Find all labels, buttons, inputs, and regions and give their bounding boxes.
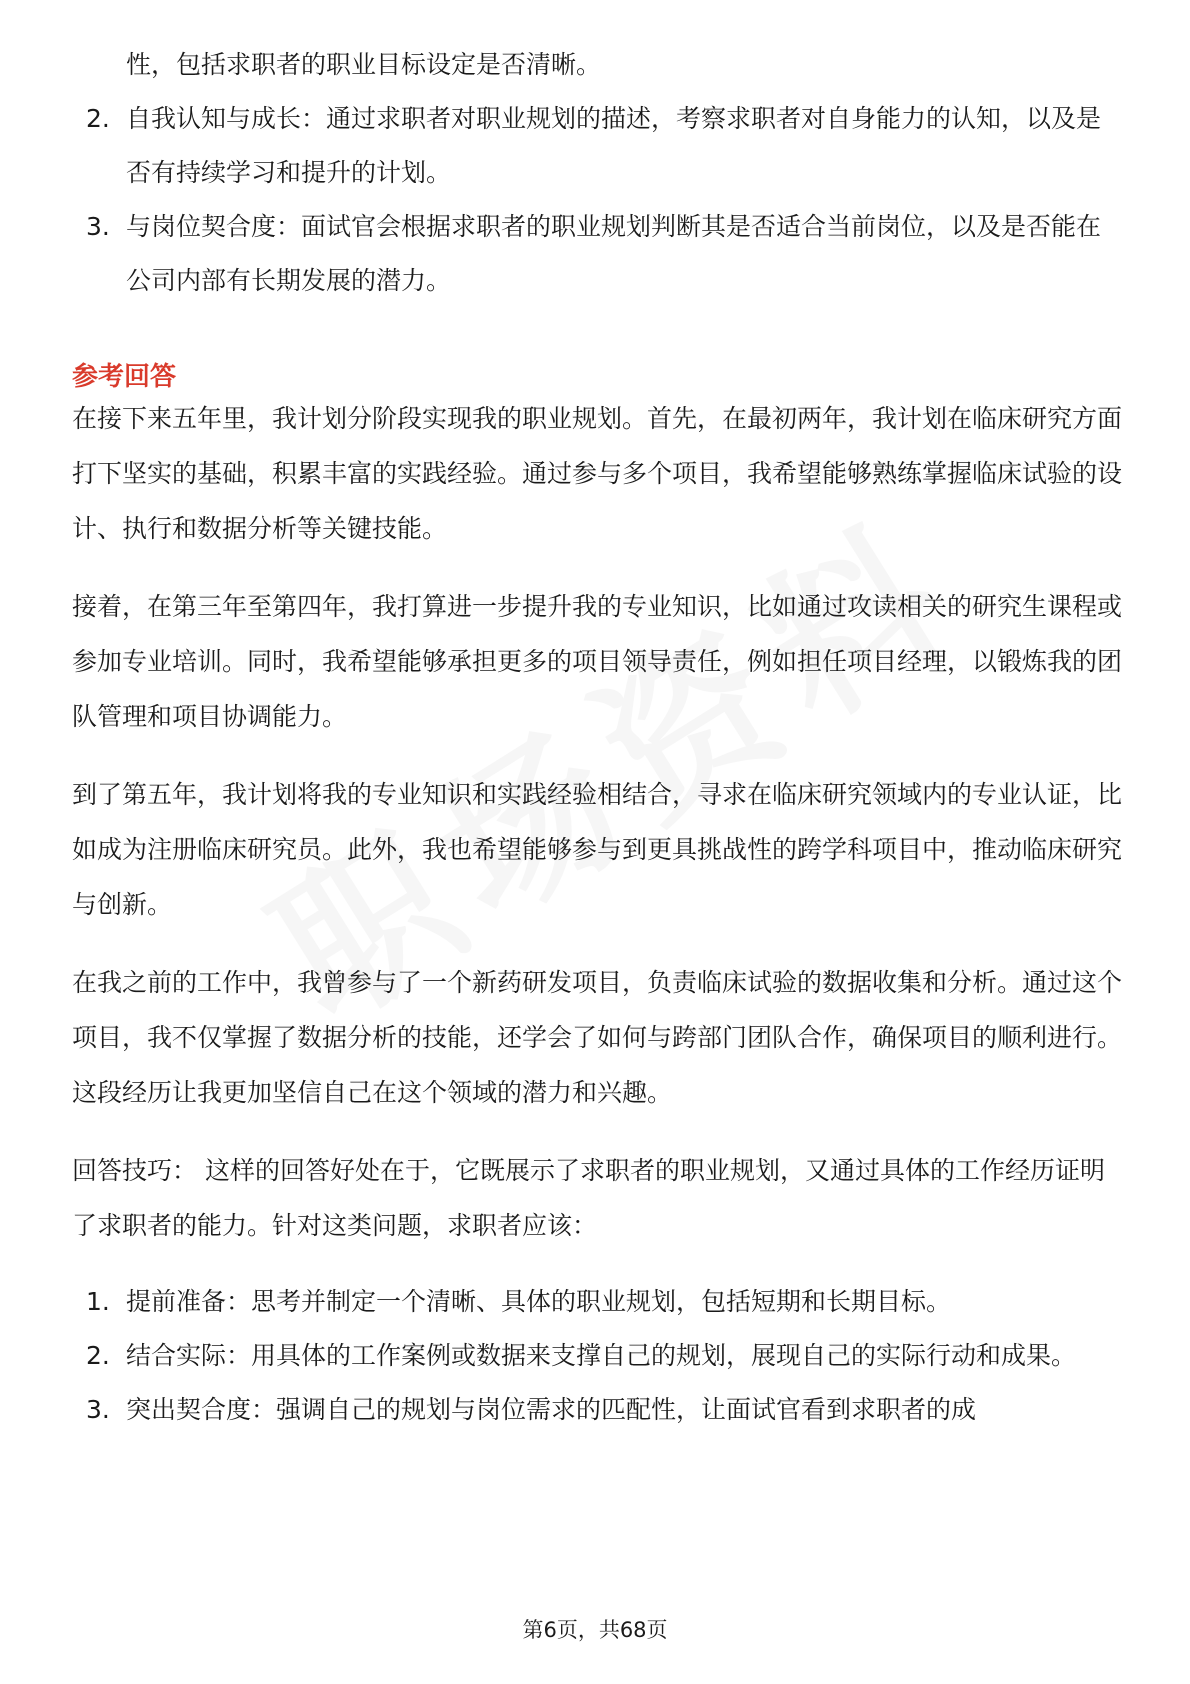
list-item [72,200,1122,308]
list-number: 2. [86,1341,110,1370]
answer-paragraph: 在我之前的工作中，我曾参与了一个新药研发项目，负责临床试验的数据收集和分析。通过这个项目，我不仅掌握了数据分析的技能，还学会了如何与跨部门团队合作，确保项目的顺利进行。这段经历让我更加坚信自己在这个领域的潜力和兴趣。 [72,968,1123,1107]
list-text: 突出契合度：强调自己的规划与岗位需求的匹配性，让面试官看到求职者的成 [126,1395,977,1424]
answer-paragraph: 接着，在第三年至第四年，我打算进一步提升我的专业知识，比如通过攻读相关的研究生课程或参加专业培训。同时，我希望能够承担更多的项目领导责任，例如担任项目经理，以锻炼我的团队管理和项目协调能力。 [72,592,1123,731]
list-item [72,1329,1122,1383]
section-title: 参考回答 [72,362,177,392]
list-text: 结合实际：用具体的工作案例或数据来支撑自己的规划，展现自己的实际行动和成果。 [126,1341,1077,1370]
list-item [72,92,1122,200]
tips-intro: 回答技巧： 这样的回答好处在于，它既展示了求职者的职业规划，又通过具体的工作经历证明了求职者的能力。针对这类问题，求职者应该： [72,1156,1105,1240]
tips-list [72,1275,1122,1437]
criteria-list [72,92,1122,308]
answer-paragraph: 在接下来五年里，我计划分阶段实现我的职业规划。首先，在最初两年，我计划在临床研究方面打下坚实的基础，积累丰富的实践经验。通过参与多个项目，我希望能够熟练掌握临床试验的设计、执行和数据分析等关键技能。 [72,404,1123,543]
list-number: 3. [86,1395,110,1424]
list-item-continuation: 性，包括求职者的职业目标设定是否清晰。 [126,50,602,79]
list-item [72,1383,1122,1437]
list-number: 1. [86,1287,110,1316]
list-text: 提前准备：思考并制定一个清晰、具体的职业规划，包括短期和长期目标。 [126,1287,952,1316]
list-number: 3. [86,212,110,241]
page-footer: 第6页，共68页 [522,1618,668,1642]
list-number: 2. [86,104,110,133]
list-text: 与岗位契合度：面试官会根据求职者的职业规划判断其是否适合当前岗位，以及是否能在公司内部有长期发展的潜力。 [126,212,1102,295]
list-text: 自我认知与成长：通过求职者对职业规划的描述，考察求职者对自身能力的认知，以及是否有持续学习和提升的计划。 [126,104,1102,187]
list-item [72,1275,1122,1329]
answer-paragraph: 到了第五年，我计划将我的专业知识和实践经验相结合，寻求在临床研究领域内的专业认证，比如成为注册临床研究员。此外，我也希望能够参与到更具挑战性的跨学科项目中，推动临床研究与创新。 [72,780,1123,919]
